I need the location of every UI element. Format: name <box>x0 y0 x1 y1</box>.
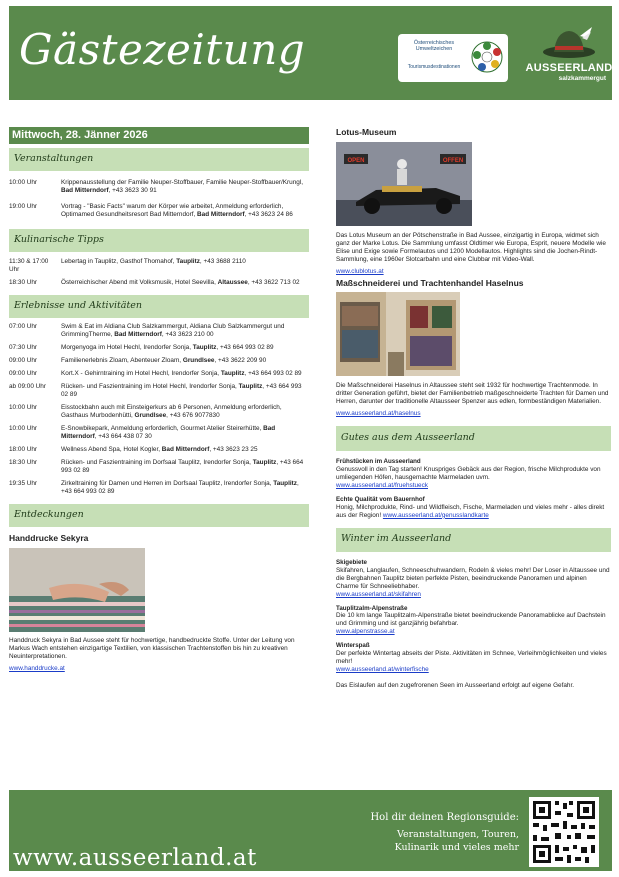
event-row: 19:35 Uhr Zirkeltraining für Damen und Herren im Dorfsaal Tauplitz, Irendorfer Sonja, Tauplitz, +43 664 993 02 89 <box>9 480 299 495</box>
kulinarik-list <box>9 258 309 287</box>
haselnus-photo <box>336 292 460 376</box>
winterspass-title: Winterspaß <box>336 642 370 650</box>
footer-cta-line: Kulinarik und vieles mehr <box>394 842 519 854</box>
open-sign: OPEN <box>347 157 365 164</box>
event-row: 10:00 Uhr Eisstockbahn auch mit Einsteigerkurs ab 6 Personen, Anmeldung erforderlich, Gasthaus Murbodenhütti, Grundlsee, +43 676 9077830 <box>9 404 282 419</box>
haselnus-text: Die Maßschneiderei Haselnus in Altaussee steht seit 1932 für hochwertige Trachtenmode. In dritter Generation geführt, bietet der Familienbetrieb maßgeschneiderte Trachten für Damen und Herren, darunter der traditionelle Altausseer Spenzer aus edlen, formbeständigen Materialien. <box>336 382 609 406</box>
event-row: 11:30 & 17:00 Uhr Lebertag in Tauplitz, Gasthof Thomahof, Tauplitz, +43 3688 2110 <box>9 258 246 273</box>
event-row: 07:30 Uhr Morgenyoga im Hotel Hechl, Irendorfer Sonja, Tauplitz, +43 664 993 02 89 <box>9 344 274 351</box>
race-car-image-icon <box>336 142 472 226</box>
winterspass-link[interactable]: www.ausseerland.at/winterfische <box>336 666 429 673</box>
skigebiete-title: Skigebiete <box>336 558 367 566</box>
event-row: ab 09:00 Uhr Rücken- und Faszientraining im Hotel Hechl, Irendorfer Sonja, Tauplitz, +43 664 993 02 89 <box>9 383 302 398</box>
header-banner <box>9 6 612 100</box>
lotus-text: Das Lotus Museum an der Pötschenstraße in Bad Aussee, einzigartig in Europa, widmet sich ganz der Marke Lotus. Die Sammlung umfasst Oldtimer wie Europa, Esprit, neuere Modelle wie Elise und Exige sowie Formelautos und 1200 Modellautos. Highlights sind die Jochen-Rindt-Sammlung, eine 1960er Slotcarbahn und eine Clubbar mit Video-Wall. <box>336 231 606 263</box>
veranstaltungen-list <box>9 179 309 219</box>
haselnus-link[interactable]: www.ausseerland.at/haselnus <box>336 410 421 418</box>
fruehstueck-text: Genussvoll in den Tag starten! Knuspriges Gebäck aus der Region, frische Milchprodukte von umliegenden Höfen, hausgemachte Marmeladen uvm. <box>336 466 601 481</box>
footer-cta-line: Veranstaltungen, Touren, <box>397 829 519 840</box>
footer-url[interactable]: www.ausseerland.at <box>13 845 257 871</box>
winterspass-text: Der perfekte Wintertag abseits der Piste. Aktivitäten im Schnee, Verleihmöglichkeiten und vieles mehr! <box>336 650 607 665</box>
lotus-photo <box>336 142 472 226</box>
offen-sign: OFFEN <box>442 157 464 164</box>
skifahren-link[interactable]: www.ausseerland.at/skifahren <box>336 590 421 598</box>
fruehstueck-title: Frühstücken im Ausseerland <box>336 458 421 466</box>
fruehstueck-link[interactable]: www.ausseerland.at/fruehstueck <box>336 482 429 489</box>
erlebnisse-list <box>9 323 309 496</box>
event-row: 18:00 Uhr Wellness Abend Spa, Hotel Kogler, Bad Mitterndorf, +43 3623 23 25 <box>9 446 258 453</box>
section-winter: Winter im Ausseerland <box>336 528 611 552</box>
event-row: 09:00 Uhr Familienerlebnis Zloam, Abenteuer Zloam, Grundlsee, +43 3622 209 90 <box>9 357 267 364</box>
lotus-link[interactable]: www.clublotus.at <box>336 267 384 275</box>
section-kulinarik: Kulinarische Tipps <box>9 229 309 252</box>
logo-subtitle: salzkammergut <box>558 75 606 82</box>
alpenstrasse-text: Die 10 km lange Tauplitzalm-Alpenstraße bietet beeindruckende Panoramablicke auf Dachstein und Grimming und ist ganzjährig befahrbar. <box>336 612 606 628</box>
footer-cta-title: Hol dir deinen Regionsguide: <box>370 812 519 823</box>
sekyra-text: Handdruck Sekyra in Bad Aussee steht für hochwertige, handbedruckte Stoffe. Unter der Leitung von Markus Wach entstehen einzigartige Textilien, von klassischen Trachtenstoffen bis hin zu kreativen Neuinterpretationen. <box>9 636 295 660</box>
lotus-title: Lotus-Museum <box>336 127 397 137</box>
section-veranstaltungen: Veranstaltungen <box>9 148 309 171</box>
sekyra-photo <box>9 548 145 632</box>
sekyra-title: Handdrucke Sekyra <box>9 533 89 543</box>
section-erlebnisse: Erlebnisse und Aktivitäten <box>9 295 309 318</box>
badge-line2: Tourismusdestinationen <box>407 64 461 70</box>
section-entdeckungen: Entdeckungen <box>9 504 309 527</box>
right-column <box>336 127 611 690</box>
footer-banner <box>9 790 612 871</box>
handprint-image-icon <box>9 548 145 632</box>
umweltzeichen-badge <box>398 34 508 82</box>
date-band: Mittwoch, 28. Jänner 2026 <box>9 127 309 144</box>
bauernhof-text: Honig, Milchprodukte, Rind- und Wildfleisch, Fische, Marmeladen und vieles mehr - alles direkt aus der Region! <box>336 503 605 519</box>
closing-note: Das Eislaufen auf den zugefrorenen Seen im Ausseerland erfolgt auf eigene Gefahr. <box>336 682 575 689</box>
event-row: 10:00 Uhr E-Snowbikepark, Anmeldung erforderlich, Gourmet Atelier Steirerhütte, Bad Mitterndorf, +43 664 438 07 30 <box>9 425 276 440</box>
shop-interior-image-icon <box>336 292 460 376</box>
event-row: 19:00 Uhr Vortrag - "Basic Facts" warum der Körper wie arbeitet, Anmeldung erforderlich, Optimamed Gesundheitsresort Bad Mitterndorf, Bad Mitterndorf, +43 3623 24 86 <box>9 203 293 218</box>
event-row: 10:00 Uhr Krippenausstellung der Familie Neuper-Stoffbauer, Familie Neuper-Stoffbauer/Krungl, Bad Mitterndorf, +43 3623 30 91 <box>9 179 304 194</box>
skigebiete-text: Skifahren, Langlaufen, Schneeschuhwandern, Rodeln & vieles mehr! Der Loser in Altaussee und die Bergbahnen Tauplitz bieten perfekte Pisten, beeindruckende Panoramen und alpinen Charme für Schneeliebhaber. <box>336 566 610 590</box>
haselnus-title: Maßschneiderei und Trachtenhandel Haselnus <box>336 277 524 288</box>
umweltzeichen-flower-icon <box>470 40 504 74</box>
footer-cta-text <box>339 828 519 855</box>
event-row: 07:00 Uhr Swim & Eat im Aldiana Club Salzkammergut, Aldiana Club Salzkammergut und GrimmingTherme, Bad Mitterndorf, +43 3623 210 00 <box>9 323 285 338</box>
event-row: 18:30 Uhr Rücken- und Faszientraining im Dorfsaal Tauplitz, Irendorfer Sonja, Tauplitz, +43 664 993 02 89 <box>9 459 304 474</box>
event-row: 09:00 Uhr Kort.X - Gehirntraining im Hotel Hechl, Irendorfer Sonja, Tauplitz, +43 664 993 02 89 <box>9 370 302 377</box>
badge-line1: Österreichisches Umweltzeichen <box>413 40 455 53</box>
qr-code-icon[interactable] <box>529 797 599 867</box>
sekyra-link[interactable]: www.handdrucke.at <box>9 664 65 672</box>
logo-name: AUSSEERLAND <box>525 62 613 74</box>
section-gutes: Gutes aus dem Ausseerland <box>336 426 611 451</box>
bauernhof-title: Echte Qualität vom Bauernhof <box>336 496 425 503</box>
ausseerland-logo <box>524 22 614 88</box>
genusslandkarte-link[interactable]: www.ausseerland.at/genusslandkarte <box>382 511 489 519</box>
hat-icon <box>542 26 596 60</box>
page-title: Gästezeitung <box>19 25 306 74</box>
alpenstrasse-link[interactable]: www.alpenstrasse.at <box>336 628 395 636</box>
event-row: 18:30 Uhr Österreichischer Abend mit Volksmusik, Hotel Seevilla, Altaussee, +43 3622 713 02 <box>9 279 300 286</box>
alpenstrasse-title: Tauplitzalm-Alpenstraße <box>336 604 408 612</box>
left-column <box>9 127 309 673</box>
